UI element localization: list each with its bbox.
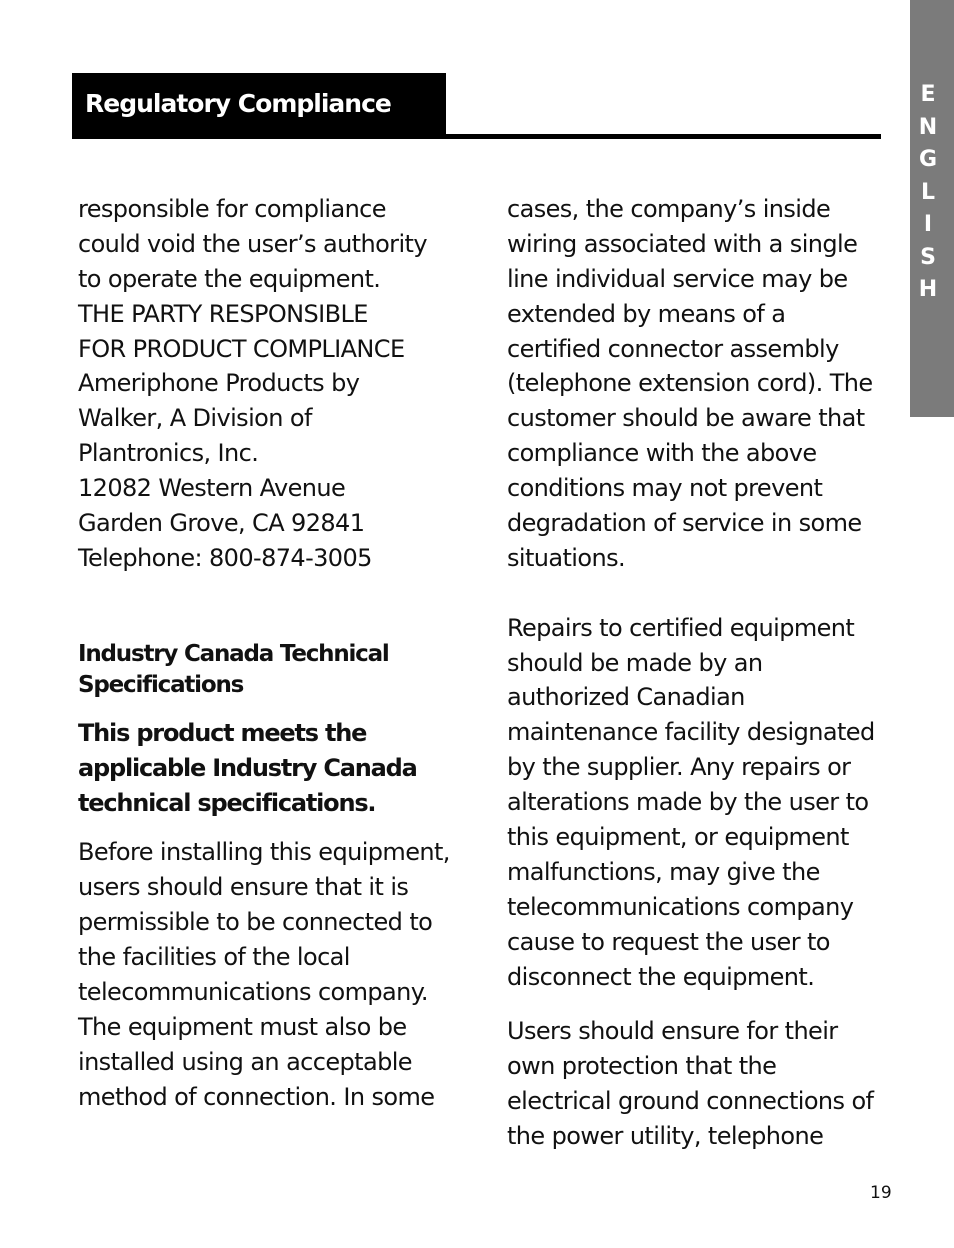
text-line: authorized Canadian [507, 683, 745, 712]
text-line: telecommunications company [507, 892, 854, 921]
text-line: degradation of service in some [507, 509, 862, 538]
text-line: users should ensure that it is [78, 873, 409, 902]
text-line: applicable Industry Canada [78, 753, 417, 782]
text-line: own protection that the [507, 1052, 777, 1081]
text-line: maintenance facility designated [507, 718, 875, 747]
heading-line: Industry Canada Technical [78, 640, 389, 667]
repairs-paragraph [507, 611, 877, 995]
text-line: 12082 Western Avenue [78, 474, 346, 503]
text-line: Users should ensure for their [507, 1017, 838, 1046]
text-line: conditions may not prevent [507, 474, 823, 503]
bold-statement [78, 716, 448, 821]
text-line: (telephone extension cord). The [507, 369, 873, 398]
text-line: Repairs to certified equipment [507, 613, 855, 642]
text-line: telecommunications company. [78, 978, 428, 1007]
text-line: wiring associated with a single [507, 229, 858, 258]
text-line: method of connection. In some [78, 1082, 435, 1111]
language-tab-letter: L [920, 179, 936, 205]
text-line: cases, the company’s inside [507, 195, 831, 223]
text-line: This product meets the [78, 718, 367, 747]
text-line: the facilities of the local [78, 943, 350, 972]
text-line: Walker, A Division of [78, 404, 312, 433]
text-line: responsible for compliance [78, 195, 386, 223]
compliance-paragraph [78, 192, 448, 297]
page-title: Regulatory Compliance [85, 89, 391, 118]
text-line: compliance with the above [507, 439, 817, 468]
language-tab [910, 0, 954, 417]
text-line: by the supplier. Any repairs or [507, 753, 851, 782]
text-line: permissible to be connected to [78, 908, 433, 937]
wiring-paragraph [507, 192, 877, 576]
text-line: could void the user’s authority [78, 229, 427, 258]
language-tab-letter: G [918, 147, 938, 172]
text-line: Before installing this equipment, [78, 838, 450, 867]
grounding-paragraph [507, 1014, 877, 1154]
right-column [507, 192, 877, 1154]
language-tab-letter: S [920, 244, 936, 270]
text-line: situations. [507, 543, 626, 572]
text-line: Telephone: 800-874-3005 [78, 543, 372, 572]
text-line: malfunctions, may give the [507, 857, 820, 886]
text-line: technical specifications. [78, 788, 376, 817]
text-line: electrical ground connections of [507, 1087, 874, 1116]
heading-line: Specifications [78, 671, 244, 698]
text-line: should be made by an [507, 648, 763, 677]
section-header [72, 73, 446, 139]
language-tab-letter: H [918, 277, 938, 302]
text-line: The equipment must also be [78, 1012, 407, 1041]
text-line: FOR PRODUCT COMPLIANCE [78, 334, 405, 363]
text-line: the power utility, telephone [507, 1122, 824, 1151]
text-line: certified connector assembly [507, 334, 839, 363]
header-rule [446, 134, 881, 139]
language-tab-label [910, 79, 946, 307]
responsible-party-block [78, 297, 448, 576]
left-column [78, 192, 448, 1115]
text-line: installed using an acceptable [78, 1047, 412, 1076]
text-line: THE PARTY RESPONSIBLE [78, 299, 368, 328]
language-tab-letter: I [923, 212, 933, 237]
text-line: disconnect the equipment. [507, 962, 815, 991]
page-number: 19 [870, 1183, 892, 1203]
text-line: cause to request the user to [507, 927, 830, 956]
text-line: Ameriphone Products by [78, 369, 360, 398]
section-heading [78, 639, 448, 701]
text-line: customer should be aware that [507, 404, 865, 433]
language-tab-letter: N [918, 114, 938, 140]
language-tab-letter: E [920, 82, 936, 107]
text-line: line individual service may be [507, 264, 848, 293]
installation-paragraph [78, 835, 448, 1114]
text-line: extended by means of a [507, 299, 786, 328]
text-line: this equipment, or equipment [507, 823, 849, 852]
text-line: Plantronics, Inc. [78, 439, 259, 468]
text-line: Garden Grove, CA 92841 [78, 509, 365, 538]
text-line: alterations made by the user to [507, 788, 869, 817]
text-line: to operate the equipment. [78, 264, 381, 293]
